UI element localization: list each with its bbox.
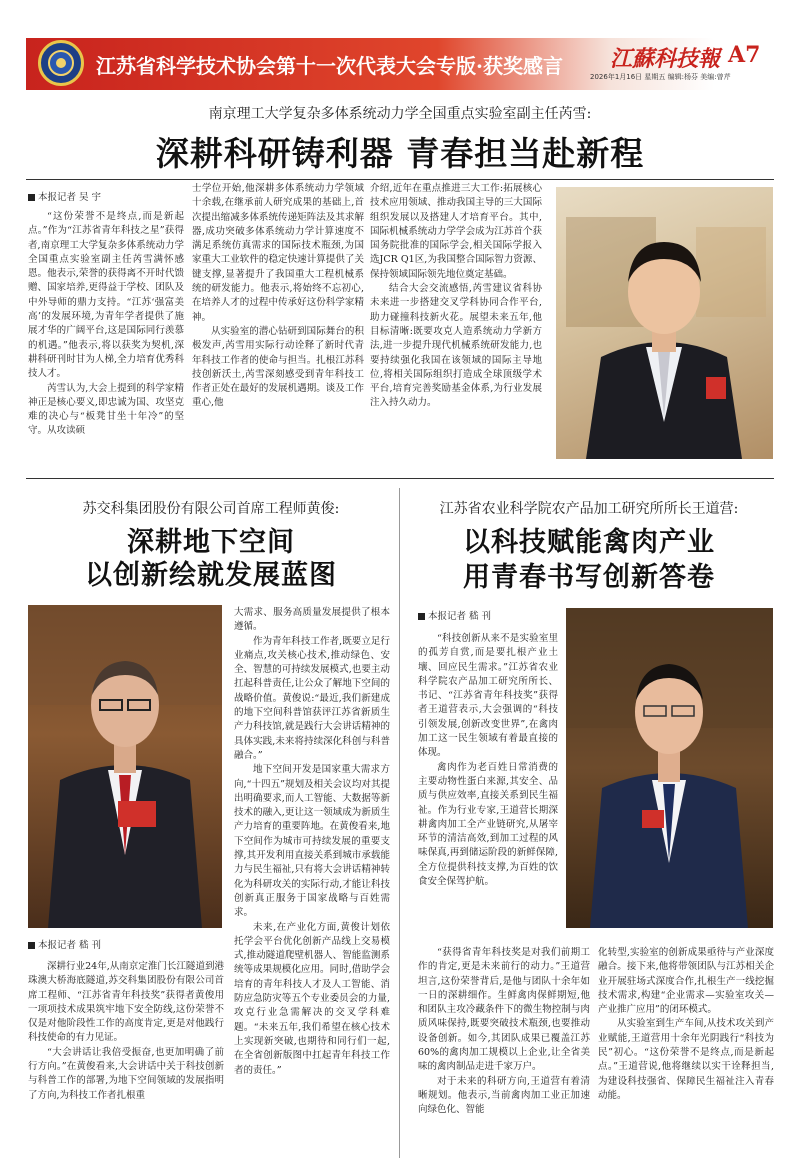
article2-byline — [28, 937, 101, 951]
article2-kicker: 苏交科集团股份有限公司首席工程师黄俊: — [82, 501, 340, 517]
article3-column-bottom-left — [418, 946, 590, 1161]
article2-paragraph: “大会讲话让我倍受振奋,也更加明确了前行方向。”在黄俊看来,大会讲话中关于科技创新与科普工作的部署,为地下空间领域的发展指明了方向,为科技工作者扎根重 — [28, 1046, 224, 1101]
article2-column-right — [234, 606, 390, 1166]
article3-column-bottom-right — [598, 946, 774, 1161]
article1-portrait-photo — [556, 187, 773, 459]
article3-portrait-photo — [566, 608, 773, 928]
portrait-man-suit-icon — [556, 187, 773, 459]
article1-col3-paragraph: 结合大会交流感悟,芮雪建议省科协未来进一步搭建交叉学科协同合作平台,助力碰撞科技新火花。展望未来五年,他目标清晰:既要攻克人造系统动力学新方法,进一步提升现代机械系统研发能力,也要持续强化我国在该领域的国际主导地位,将相关国际组织打造成全球顶级学术平台,培育完善奖励基金体系,为行业发展注入持久动力。 — [370, 283, 542, 409]
article2-paragraph: 作为青年科技工作者,既要立足行业痛点,攻关核心技术,推动绿色、安全、智慧的可持续发展模式,也要主动扛起科普责任,让公众了解地下空间的战略价值。黄俊说:“最近,我们新建成的地下空间科普馆获评江苏省新质生产力科技馆,就是践行大会讲话精神的具体实践,未来将持续深化科创与科普融合。” — [234, 635, 390, 761]
article1-byline-text: 本报记者 吴 宇 — [38, 192, 102, 203]
article2-headline-line2: 以创新绘就发展蓝图 — [85, 560, 337, 591]
article3-paragraph: 对于未来的科研方向,王道营有着清晰规划。他表示,当前禽肉加工业正加速向绿色化、智能 — [418, 1075, 590, 1116]
article2-paragraph: 未来,在产业化方面,黄俊计划依托学会平台优化创新产品线上交易模式,推动隧道爬壁机器人、智能监测系统等成果规模化应用。同时,借助学会培育的青年科技人才及人工智能、消防应急防灾等五个专业委员会的力量,攻克行业急需解决的交叉学科难题。“未来五年,我们希望在核心技术上实现新突破,也期待和同行们一起,在全省创新版图中扛起青年科技工作者的责任。” — [234, 921, 390, 1076]
byline-marker-icon — [28, 942, 35, 949]
newspaper-name: 江蘇科技報 — [610, 46, 721, 72]
issue-info: 2026年1月16日 星期五 编辑:杨芬 美编:曾芹 — [590, 73, 731, 81]
article1-col1-paragraph: “这份荣誉不是终点,而是新起点。”作为“江苏省青年科技之星”获得者,南京理工大学复杂多体系统动力学全国重点实验室副主任芮雪满怀感恩。他表示,荣誉的获得离不开时代馈赠、国家培养,更得益于学校、团队及中外导师的鼎力支持。“江苏‘强富美高’的发展环境,为青年学者提供了施展才华的广阔平台,这是国际同行羡慕的机遇。”他表示,将以获奖为契机,深耕科研刊时甘为人梯,全力培育优秀科技人才。 — [28, 211, 184, 380]
article3-headline-line1: 以科技赋能禽肉产业 — [463, 527, 715, 558]
column-divider-rule — [399, 488, 400, 1158]
byline-marker-icon — [418, 613, 425, 620]
article3-kicker: 江苏省农业科学院农产品加工研究所所长王道营: — [439, 501, 739, 517]
article3-paragraph: 禽肉作为老百姓日常消费的主要动物性蛋白来源,其安全、品质与供应效率,直接关系到民生福祉。作为行业专家,王道营长期深耕禽肉加工全产业链研究,从屠宰环节的清洁高效,到加工过程的风味保真,再到储运阶段的新鲜保障,全方位提供科技支撑,为百姓的饮食安全保驾护航。 — [418, 761, 558, 888]
article3-paragraph: 从实验室到生产车间,从技术攻关到产业赋能,王道营用十余年光阴践行“科技为民”初心。“这份荣誉不是终点,而是新起点。”王道营说,他将继续以实干诠释担当,为建设科技强省、保障民生福祉注入青春动能。 — [598, 1018, 774, 1101]
article3-byline — [418, 608, 491, 622]
article2-headline-line1: 深耕地下空间 — [127, 527, 295, 558]
article1-top-rule — [26, 179, 774, 180]
portrait-man-suit-icon — [566, 608, 773, 928]
article1-column-3 — [370, 182, 542, 464]
article1-col2-paragraph: 士学位开始,他深耕多体系统动力学领域十余载,在继承前人研究成果的基础上,首次提出缩减多体系统传递矩阵法及其求解器,成功突破多体系统动力学计算速度不满足系统仿真需求的国际技术瓶颈,为国家重大工业软件的稳定快速计算提供了关键支撑,显著提升了我国重大工程机械系统的研发能力。他表示,将始终不忘初心,在培养人才的过程中传承好这份科学家精神。 — [192, 183, 364, 323]
article1-headline: 深耕科研铸利器 青春担当赴新程 — [155, 134, 645, 173]
article1-kicker: 南京理工大学复杂多体系统动力学全国重点实验室副主任芮雪: — [208, 106, 592, 122]
article1-col1-paragraph: 芮雪认为,大会上提到的科学家精神正是核心要义,即忠诚为国、攻坚克难的决心与“板凳甘坐十年冷”的坚守。从攻读硕 — [28, 382, 184, 437]
article1-byline — [28, 189, 101, 203]
article1-col2-paragraph: 从实验室的潜心钻研到国际舞台的积极发声,芮雪用实际行动诠释了新时代青年科技工作者的使命与担当。扎根江苏科技创新沃土,芮雪深刻感受到青年科技工作者正处在最好的发展机遇期。谈及工作重心,他 — [192, 325, 364, 409]
article3-paragraph: “获得省青年科技奖是对我们前期工作的肯定,更是未来前行的动力。”王道营坦言,这份荣誉背后,是他与团队十余年如一日的深耕细作。生鲜禽肉保鲜期短,他和团队主攻冷藏条件下的微生物控制与肉质风味保持,既要突破技术瓶颈,也要推动设备创新。如今,其团队成果已覆盖江苏60%的禽肉加工规模以上企业,让全省美味的禽肉制品走进千家万户。 — [418, 947, 590, 1073]
article1-column-2 — [192, 182, 364, 464]
article3-paragraph: “科技创新从来不是实验室里的孤芳自赏,而是要扎根产业土壤、回应民生需求。”江苏省农业科学院农产品加工研究所所长、书记、“江苏省青年科技奖”获得者王道营表示,大会强调的“科技引领发展,创新改变世界”,在禽肉加工这一民生领域有着最直接的体现。 — [418, 633, 558, 759]
article2-byline-text: 本报记者 嵇 刊 — [38, 940, 102, 951]
article3-paragraph: 化转型,实验室的创新成果亟待与产业深度融合。接下来,他将带领团队与江苏相关企业开展驻场式深度合作,扎根生产一线挖掘技术需求,构建“企业需求—实验室攻关—产业推广应用”的闭环模式。 — [598, 947, 774, 1016]
article2-paragraph: 深耕行业24年,从南京定淮门长江隧道到港珠澳大桥海底隧道,苏交科集团股份有限公司首席工程师、“江苏省青年科技奖”获得者黄俊用一项项技术成果筑牢地下安全防线,这份荣誉不仅是对他阶段性工作的高度肯定,更是对他践行科技使命的有力见证。 — [28, 961, 224, 1044]
byline-marker-icon — [28, 194, 35, 201]
article2-paragraph: 大需求、服务高质量发展提供了根本遵循。 — [234, 607, 390, 633]
portrait-man-suit-icon — [28, 605, 222, 928]
section-divider-rule — [26, 478, 774, 479]
article3-byline-text: 本报记者 嵇 刊 — [428, 611, 492, 622]
article2-portrait-photo — [28, 605, 222, 928]
article2-paragraph: 地下空间开发是国家重大需求方向,“十四五”规划及相关会议均对其提出明确要求,而人工智能、大数据等新技术的融入,更让这一领域成为新质生产力培育的重要阵地。在黄俊看来,地下空间作为城市可持续发展的重要支撑,其开发利用直接关系到城市承载能力与民生福祉,只有将大会讲话精神转化为科研攻关的实际行动,才能让科技创新真正服务于国家战略与百姓需求。 — [234, 764, 390, 919]
article3-column-left — [418, 632, 558, 944]
article3-headline-line2: 用青春书写创新答卷 — [463, 562, 715, 593]
article2-column-bottom — [28, 960, 224, 1160]
article1-col3-paragraph: 介绍,近年在重点推进三大工作:拓展核心技术应用领域、推动我国主导的三大国际组织发展以及搭建人才培育平台。其中,国际机械系统动力学学会成为江苏首个获国务院批准的国际学会,相关国际学报入选JCR Q1区,为我国整合国际智力资源、保持领域国际领先地位奠定基础。 — [370, 183, 542, 280]
article1-column-1 — [28, 210, 184, 462]
page-number: A7 — [728, 42, 761, 68]
association-emblem-icon — [38, 40, 84, 86]
banner-title: 江苏省科学技术协会第十一次代表大会专版·获奖感言 — [96, 54, 563, 78]
